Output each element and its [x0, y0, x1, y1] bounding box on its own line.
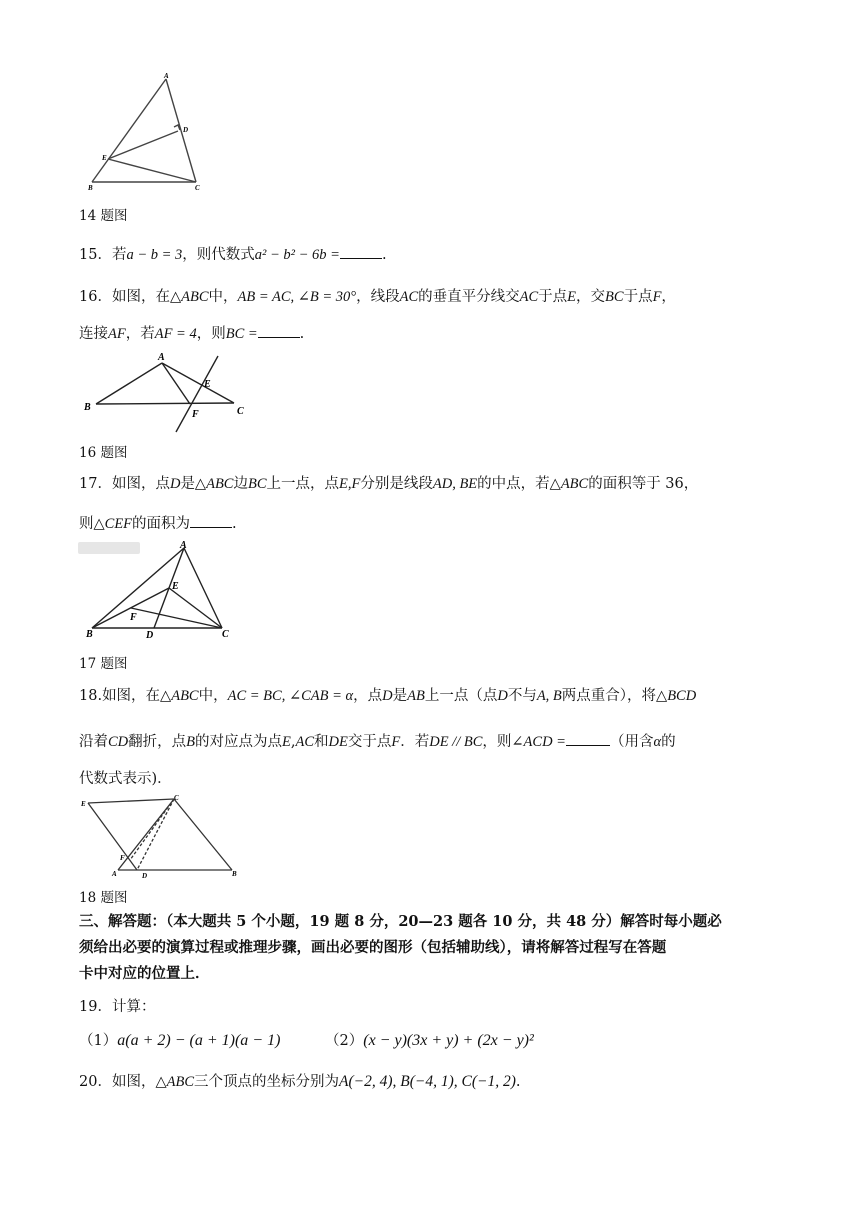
question-18-line1 — [79, 686, 696, 706]
fig14-label-b: B — [88, 184, 93, 192]
q16-math: AF = 4 — [154, 326, 197, 342]
question-17-line2 — [79, 513, 237, 534]
fig16-label-c: C — [237, 406, 244, 417]
q18-text: 和 — [314, 734, 329, 750]
q18-text: 交于点 — [347, 734, 392, 750]
section-3-line1: 三、解答题：（本大题共 5 个小题，19 题 8 分，20—23 题各 10 分，共 48 分）解答时每小题必 — [79, 913, 722, 930]
fig14-segment-ec — [108, 159, 196, 182]
fig17-label-f: F — [130, 612, 137, 623]
q18-text: 沿着 — [79, 734, 108, 750]
q17-number: 17． — [79, 476, 112, 492]
q18-math: ABC — [171, 688, 199, 704]
q18-condition: AC = BC, ∠CAB = α — [227, 688, 354, 704]
q17-math: D — [169, 476, 181, 492]
fig16-segment-af — [162, 363, 190, 404]
q18-answer-blank[interactable] — [566, 731, 610, 746]
q18-math: α — [653, 734, 662, 750]
q15-number: 15． — [79, 247, 112, 263]
fig18-label-e: E — [81, 800, 86, 808]
fig17-label-c: C — [222, 629, 229, 640]
q20-text: 如图，△ — [111, 1074, 167, 1090]
q19-part-2 — [325, 1031, 534, 1051]
q18-text: 如图，在△ — [102, 688, 172, 704]
fig14-label-c: C — [195, 184, 200, 192]
q15-condition: a − b = 3 — [126, 247, 183, 263]
q18-math: AC — [295, 734, 315, 750]
q17-text: 如图，点 — [111, 476, 170, 492]
q17-text: 是△ — [180, 476, 207, 492]
q17-text: 的面积等于 36， — [588, 476, 699, 492]
fig16-side-ac — [162, 363, 234, 403]
fig18-side-bc — [174, 799, 232, 870]
q15-answer-blank[interactable] — [340, 244, 382, 259]
q16-answer-blank[interactable] — [258, 323, 300, 338]
q17-text: 的中点，若△ — [477, 476, 561, 492]
q19-part-2-expression: (x − y)(3x + y) + (2x − y)² — [363, 1032, 534, 1049]
fig16-side-bc — [96, 403, 234, 404]
q15-text: 若 — [111, 247, 127, 263]
q16-text: 的垂直平分线交 — [418, 289, 520, 305]
q16-math: BC — [605, 289, 624, 305]
q18-math: A, B — [536, 688, 562, 704]
q15-text-mid: ，则代数式 — [182, 247, 255, 263]
q17-period: . — [232, 516, 237, 532]
q18-text: 是 — [392, 688, 408, 704]
q18-text: 两点重合），将△ — [561, 688, 668, 704]
q18-text: ．若 — [400, 734, 430, 750]
question-18-line3: 代数式表示)． — [79, 771, 172, 787]
q16-text: 于点 — [623, 289, 653, 305]
q18-math: D — [497, 688, 508, 704]
fig16-label-a: A — [158, 352, 165, 363]
section-3-line2: 须给出必要的演算过程或推理步骤，画出必要的图形（包括辅助线），请将解答过程写在答题 — [79, 939, 667, 956]
q18-math: B — [186, 734, 196, 750]
q17-text: 则△ — [79, 516, 105, 532]
fig18-dashed-cd — [137, 799, 174, 870]
q15-period: . — [381, 247, 387, 263]
fig16-caption: 16 题图 — [79, 445, 128, 461]
question-19-title: 19．计算： — [79, 999, 156, 1015]
fig14-label-d: D — [183, 126, 189, 134]
fig17-label-e: E — [172, 581, 179, 592]
q17-text: 上一点，点 — [266, 476, 340, 492]
fig17-side-ac — [184, 548, 222, 628]
q16-text: ，则 — [196, 326, 226, 342]
q16-math: AC — [519, 289, 539, 305]
fig14-label-e: E — [102, 154, 107, 162]
q18-math: D — [382, 688, 393, 704]
figure-18 — [80, 794, 245, 880]
q16-text: ，若 — [125, 326, 155, 342]
fig14-side-ac — [166, 79, 196, 182]
q17-math: ABC — [560, 476, 589, 492]
q16-text: 连接 — [79, 326, 108, 342]
figure-17 — [84, 538, 244, 646]
fig17-caption: 17 题图 — [79, 656, 128, 672]
question-18-line2 — [79, 731, 676, 752]
q16-math: F — [652, 289, 662, 305]
q17-text: 的面积为 — [132, 516, 191, 532]
q16-condition: AB = AC, ∠B = 30° — [237, 289, 357, 305]
q18-text: ，点 — [353, 688, 383, 704]
q16-math: ABC — [181, 289, 209, 305]
q20-math: ABC — [166, 1074, 194, 1090]
q16-text: 于点 — [538, 289, 568, 305]
q18-math: DE // BC — [429, 734, 483, 750]
q16-math: BC = — [225, 326, 258, 342]
q18-math: BCD — [667, 688, 697, 704]
q18-math: AB — [407, 688, 425, 704]
question-17-line1 — [79, 474, 698, 494]
q20-coordinates: A(−2, 4), B(−4, 1), C(−1, 2) — [339, 1073, 516, 1090]
fig18-label-f: F — [120, 854, 125, 862]
q16-math: AC — [399, 289, 419, 305]
q16-text: ， — [661, 289, 676, 305]
q20-number: 20． — [79, 1074, 112, 1090]
q18-text: （用含 — [609, 734, 654, 750]
q18-math: E — [282, 734, 291, 750]
fig18-side-ed — [88, 803, 137, 870]
q16-text: ，交 — [576, 289, 606, 305]
q16-math: E — [567, 289, 577, 305]
q17-answer-blank[interactable] — [190, 513, 232, 528]
q18-text: , — [290, 734, 296, 750]
q18-number: 18. — [79, 688, 103, 704]
q17-math: CEF — [104, 516, 133, 532]
q19-part-1 — [79, 1031, 280, 1051]
fig17-label-a: A — [180, 540, 187, 551]
fig18-dashed-cf — [130, 799, 174, 860]
q18-text: 翻折，点 — [128, 734, 187, 750]
fig16-label-e: E — [204, 379, 211, 390]
q17-math: E,F — [339, 476, 361, 492]
q16-text: ，线段 — [356, 289, 400, 305]
fig16-side-ab — [96, 363, 162, 404]
q18-math: CD — [108, 734, 129, 750]
q16-text: 如图，在△ — [111, 289, 182, 305]
q17-text: 边 — [233, 476, 248, 492]
q16-math: AF — [108, 326, 126, 342]
q17-math: BC — [247, 476, 267, 492]
fig16-perpendicular-bisector — [176, 356, 218, 432]
q20-text: 三个顶点的坐标分别为 — [194, 1074, 339, 1090]
q16-text: 中， — [208, 289, 238, 305]
question-20 — [79, 1072, 520, 1092]
fig18-label-b: B — [232, 870, 237, 878]
q18-text: 上一点（点 — [424, 688, 498, 704]
fig16-label-b: B — [84, 402, 91, 413]
q19-part-1-label: （1） — [79, 1033, 118, 1049]
fig17-label-b: B — [86, 629, 93, 640]
q19-part-2-label: （2） — [325, 1033, 364, 1049]
fig18-side-ac — [118, 799, 174, 870]
fig18-caption: 18 题图 — [79, 890, 128, 906]
fig17-label-d: D — [146, 630, 154, 641]
q20-period: . — [515, 1074, 521, 1090]
q19-part-1-expression: a(a + 2) − (a + 1)(a − 1) — [117, 1032, 281, 1049]
q16-period: . — [299, 326, 305, 342]
fig14-label-a: A — [164, 72, 169, 80]
q18-text: 的对应点为点 — [195, 734, 283, 750]
q18-math: ∠ACD = — [511, 734, 566, 750]
fig16-label-f: F — [192, 409, 199, 420]
figure-14 — [82, 68, 212, 196]
q18-text: 的 — [661, 734, 676, 750]
q18-text: ，则 — [482, 734, 512, 750]
fig18-side-ec — [88, 799, 174, 803]
q18-math: F — [391, 734, 401, 750]
q18-math: DE — [328, 734, 348, 750]
section-3-line3: 卡中对应的位置上． — [79, 965, 210, 982]
question-16-line1 — [79, 287, 676, 307]
q18-text: 中， — [198, 688, 228, 704]
question-16-line2 — [79, 323, 304, 344]
q15-expression: a² − b² − 6b = — [254, 247, 340, 263]
figure-16 — [82, 348, 257, 436]
fig18-label-d: D — [142, 872, 148, 880]
q17-text: 分别是线段 — [360, 476, 433, 492]
fig18-label-a: A — [112, 870, 117, 878]
fig14-caption: 14 题图 — [79, 208, 128, 224]
q17-math: ABC — [206, 476, 234, 492]
q18-text: 不与 — [507, 688, 537, 704]
fig14-side-ab — [92, 79, 166, 182]
q16-number: 16． — [79, 289, 112, 305]
question-15 — [79, 244, 387, 265]
fig18-label-c: C — [174, 794, 179, 802]
q17-math: AD, BE — [432, 476, 478, 492]
